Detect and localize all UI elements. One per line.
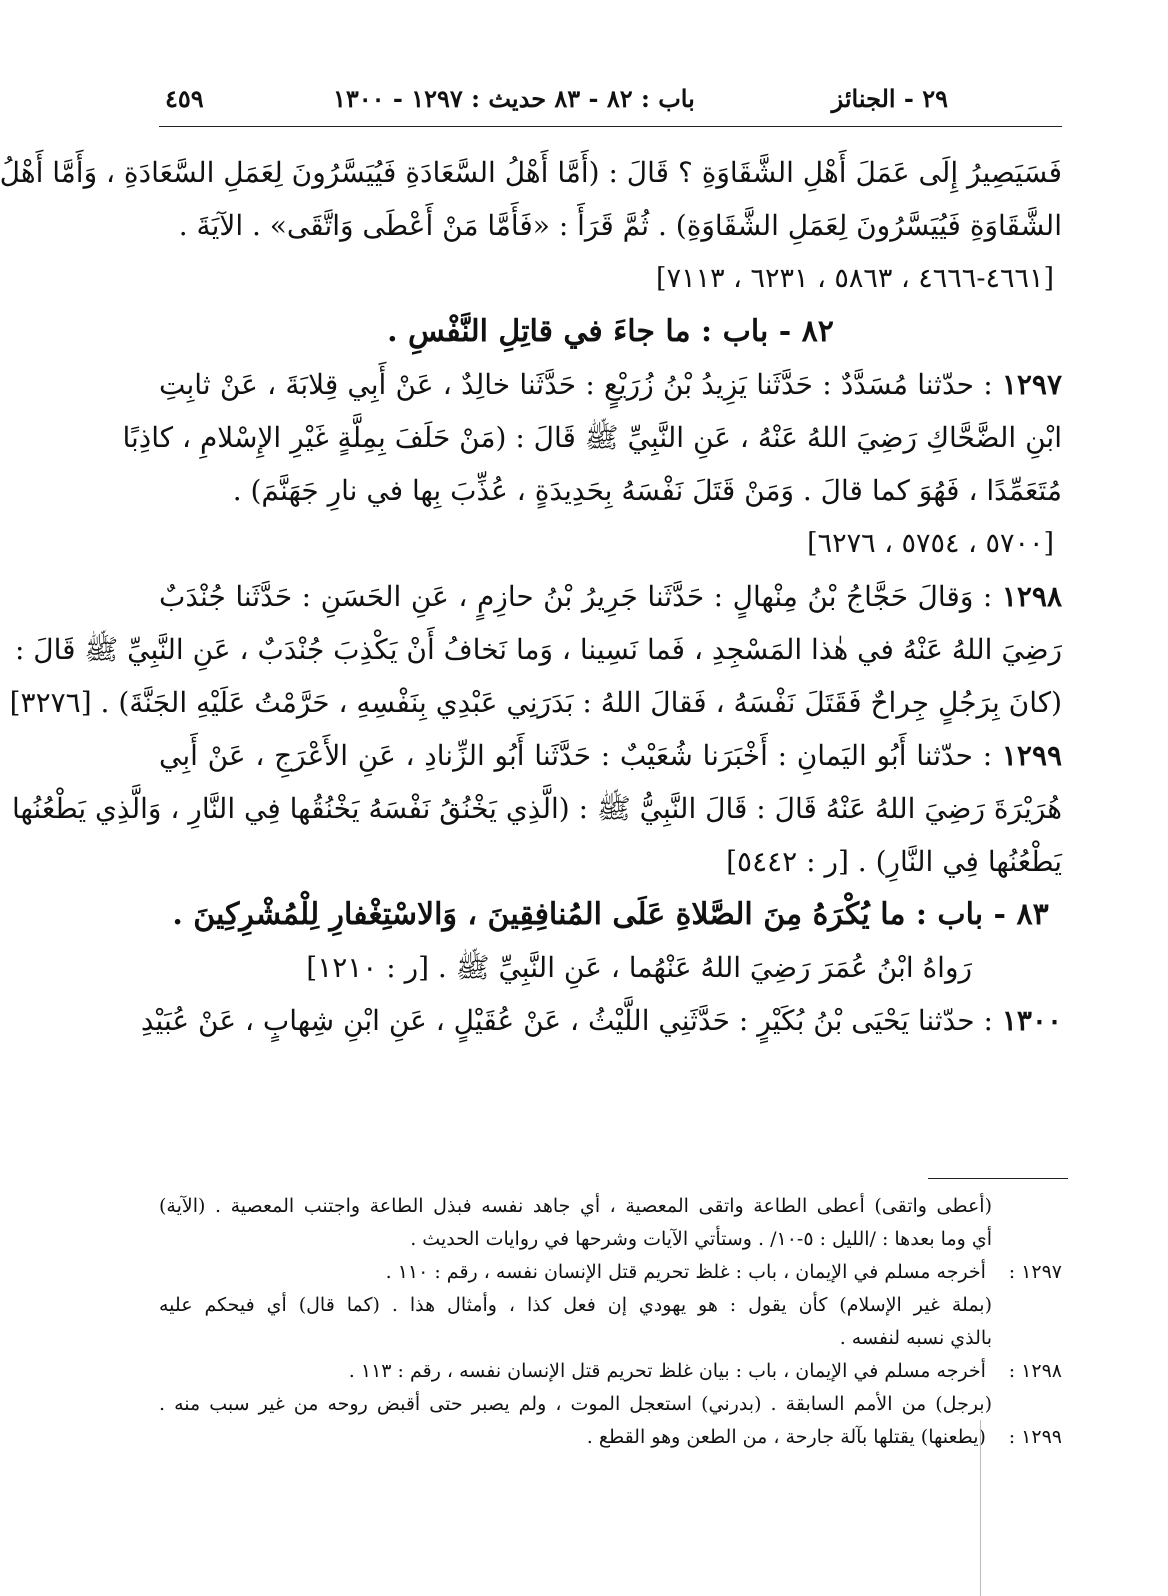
footnote-line: أخرجه مسلم في الإيمان ، باب : بيان غلظ تحريم قتل الإنسان نفسه ، رقم : ١١٣ . [348,1360,992,1382]
hadith-1298-line [159,570,1062,623]
text-line: : حدّثنا مُسَدَّدٌ : حَدَّثَنا يَزِيدُ بْنُ زُرَيْعٍ : حَدَّثَنا خالِدٌ ، عَنْ أَبِي قِلابَةَ ، عَنْ ثابِتِ [159,368,1002,401]
footnote-line: (أعطى واتقى) أعطى الطاعة واتقى المعصية ، أي جاهد نفسه فبذل الطاعة واجتنب المعصية . (الآية) [159,1195,992,1217]
hadith-1297-line [159,358,1062,411]
text-line: يَطْعُنُها فِي النَّارِ) . [ر : ٥٤٤٢] [726,845,1062,878]
text-line: رَواهُ ابْنُ عُمَرَ رَضِيَ اللهُ عَنْهُما ، عَنِ النَّبِيِّ ﷺ . [ر : ١٢١٠] [306,951,972,984]
page-number: ٤٥٩ [165,84,204,113]
main-text [0,146,1063,1047]
text-line: الشَّقَاوَةِ فَيُيَسَّرُونَ لِعَمَلِ الشَّقَاوَةِ) . ثُمَّ قَرَأَ : «فَأَمَّا مَنْ أَعْطَى وَاتَّقَى» . الآيَةَ . [178,209,1062,242]
footnote-number: ١٢٩٩ : [1008,1426,1062,1448]
text-line: ابْنِ الضَّحَّاكِ رَضِيَ اللهُ عَنْهُ ، عَنِ النَّبِيِّ ﷺ قَالَ : (مَنْ حَلَفَ بِمِلَّةٍ غَيْرِ الإِسْلامِ ، كاذِبًا [122,421,1062,454]
footnote-1298 [159,1355,1062,1388]
scan-margin-line [980,1420,981,1596]
header-rule [159,126,1062,127]
text-line: : حدّثنا أَبُو اليَمانِ : أَخْبَرَنا شُعَيْبٌ : حَدَّثَنا أَبُو الزِّنادِ ، عَنِ الأَعْرَجِ ، عَنْ أَبِي [159,739,1002,772]
text-line: : وَقالَ حَجَّاجُ بْنُ مِنْهالٍ : حَدَّثَنا جَرِيرُ بْنُ حازِمٍ ، عَنِ الحَسَنِ : حَدَّثَنا جُنْدَبٌ [159,580,1002,613]
footnote-line: بالذي نسبه لنفسه . [839,1327,992,1349]
cross-reference: [٥٧٠٠ ، ٥٧٥٤ ، ٦٢٧٦] [807,528,1054,559]
running-header-ref: باب : ٨٢ - ٨٣ حديث : ١٢٩٧ - ١٣٠٠ [333,84,695,113]
hadith-number: ١٢٩٩ [1001,739,1063,772]
footnote-rule [928,1178,1068,1179]
running-header-chapter: ٢٩ - الجنائز [831,84,948,113]
text-line: (كانَ بِرَجُلٍ جِراحٌ فَقَتَلَ نَفْسَهُ ، فَقالَ اللهُ : بَدَرَنِي عَبْدِي بِنَفْسِهِ ، حَرَّمْتُ عَلَيْهِ الجَنَّةَ) . [٣٢٧٦] [9,686,1062,719]
footnote-number: ١٢٩٨ : [1008,1360,1062,1382]
text-line: رَضِيَ اللهُ عَنْهُ في هٰذا المَسْجِدِ ، فَما نَسِينا ، وَما نَخافُ أَنْ يَكْذِبَ جُنْدَبٌ ، عَنِ النَّبِيِّ ﷺ قَالَ : [14,633,1062,666]
hadith-number: ١٢٩٨ [1001,580,1062,613]
footnote-1297 [159,1256,1062,1289]
text-line: مُتَعَمِّدًا ، فَهُوَ كما قالَ . وَمَنْ قَتَلَ نَفْسَهُ بِحَدِيدَةٍ ، عُذِّبَ بِها في نارِ جَهَنَّمَ) . [232,474,1062,507]
hadith-1300-line [140,994,1062,1047]
footnote-number: ١٢٩٧ : [1008,1261,1062,1283]
cross-reference: [٤٦٦١-٤٦٦٦ ، ٥٨٦٣ ، ٦٢٣١ ، ٧١١٣] [656,263,1054,294]
chapter-heading-82: ٨٢ - باب : ما جاءَ في قاتِلِ النَّفْسِ . [387,314,834,349]
chapter-heading-83: ٨٣ - باب : ما يُكْرَهُ مِنَ الصَّلاةِ عَلَى المُنافِقِينَ ، وَالاسْتِغْفارِ لِلْمُشْرِكِينَ . [172,897,1049,932]
text-line: فَسَيَصِيرُ إِلَى عَمَلَ أَهْلِ الشَّقَاوَةِ ؟ قَالَ : (أَمَّا أَهْلُ السَّعَادَةِ فَيُيَسَّرُونَ لِعَمَلِ السَّعَادَةِ ، وَأَمَّا أَهْلُ [0,156,1062,189]
footnote-line: (يطعنها) يقتلها بآلة جارحة ، من الطعن وهو القطع . [586,1426,992,1448]
footnote-line: (برجل) من الأمم السابقة . (بدرني) استعجل الموت ، ولم يصبر حتى أقبض روحه من غير سبب منه . [159,1393,992,1415]
footnote-line: (بملة غير الإسلام) كأن يقول : هو يهودي إن فعل كذا ، وأمثال هذا . (كما قال) أي فيحكم عليه [159,1294,992,1316]
footnote-line: أي وما بعدها : /الليل : ٥-١٠/ . وستأتي الآيات وشرحها في روايات الحديث . [410,1228,992,1250]
footnote-1299 [159,1421,1062,1454]
text-line: هُرَيْرَةَ رَضِيَ اللهُ عَنْهُ قَالَ : قَالَ النَّبِيُّ ﷺ : (الَّذِي يَخْنُقُ نَفْسَهُ يَخْنُقُها فِي النَّارِ ، وَالَّذِي يَطْعُنُها [11,792,1062,825]
hadith-number: ١٣٠٠ [1001,1004,1062,1037]
footnote-line: أخرجه مسلم في الإيمان ، باب : غلظ تحريم قتل الإنسان نفسه ، رقم : ١١٠ . [385,1261,992,1283]
hadith-1299-line [159,729,1062,782]
footnotes [159,1190,1062,1454]
hadith-number: ١٢٩٧ [1001,368,1062,401]
text-line: : حدّثنا يَحْيَى بْنُ بُكَيْرٍ : حَدَّثَنِي اللَّيْثُ ، عَنْ عُقَيْلٍ ، عَنِ ابْنِ شِهابٍ ، عَنْ عُبَيْدِ [140,1004,1002,1037]
